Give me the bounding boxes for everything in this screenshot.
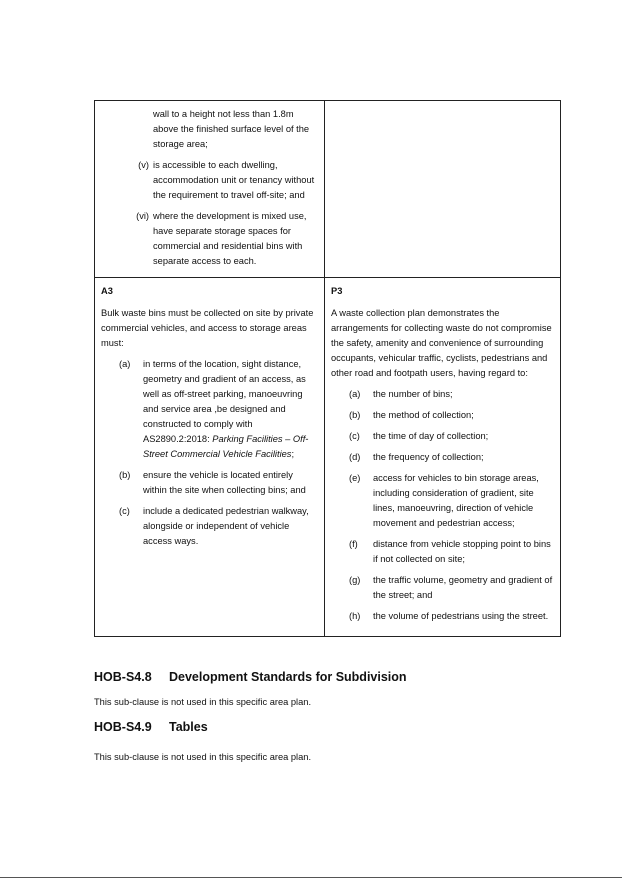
list-item [95,209,318,269]
item-text: the number of bins; [373,389,453,399]
item-text: where the development is mixed use, have separate storage spaces for commercial and residential bins with separate access to each. [153,211,307,266]
section-heading [94,720,208,734]
section-note: This sub-clause is not used in this specific area plan. [94,752,312,762]
p3-list [331,387,554,624]
section-title: Development Standards for Subdivision [169,670,407,684]
item-number: (c) [349,431,360,441]
performance-criteria-cell [325,278,561,637]
p3-intro: A waste collection plan demonstrates the arrangements for collecting waste do not compromise the safety, amenity and convenience of surrounding occupants, vehicular traffic, cyclists, pedestrians and other road and footpath users, having regard to: [331,308,552,378]
item-text: ensure the vehicle is located entirely within the site when collecting bins; and [143,470,306,495]
item-text: access for vehicles to bin storage areas, including consideration of gradient, site lines, manoeuvring, direction of vehicle movement and pedestrian access; [373,473,539,528]
acceptable-solution-cell [95,278,325,637]
section-note: This sub-clause is not used in this specific area plan. [94,697,312,707]
section-title: Tables [169,720,208,734]
item-text: wall to a height not less than 1.8m above the finished surface level of the storage area; [153,109,310,149]
standards-table [94,100,561,637]
p3-heading: P3 [331,286,343,296]
list-item [331,537,554,567]
table-row [95,101,561,278]
item-text: the method of collection; [373,410,474,420]
a3-intro: Bulk waste bins must be collected on site by private commercial vehicles, and access to storage areas must: [101,308,314,348]
item-number: (c) [119,506,130,516]
list-item [331,573,554,603]
list-item [331,609,554,624]
list-item [95,107,318,152]
list-item [331,408,554,423]
item-text: the volume of pedestrians using the street. [373,611,549,621]
item-number: (a) [119,359,131,369]
continuation-cell [95,101,325,278]
item-number: (b) [119,470,131,480]
list-item [101,468,318,498]
list-item [101,357,318,462]
item-text: include a dedicated pedestrian walkway, alongside or independent of vehicle access ways. [143,506,309,546]
section-code: HOB-S4.9 [94,720,152,734]
item-number: (h) [349,611,361,621]
empty-cell [325,101,561,278]
item-number: (g) [349,575,361,585]
table-row [95,278,561,637]
section-heading [94,670,407,684]
a3-list [101,357,318,549]
list-item [331,387,554,402]
standard-title: Parking Facilities – Off-Street Commercial Vehicle Facilities [143,434,309,459]
item-number: (f) [349,539,358,549]
list-item [101,504,318,549]
item-text: in terms of the location, sight distance, geometry and gradient of an access, as well as off-street parking, manoeuvring and service area ,be designed and constructed to comply with AS2890.2:2018: Parking Facilities – Off-Street Commercial Vehicle Facilities; [143,359,309,459]
list-item [331,471,554,531]
item-text: is accessible to each dwelling, accommodation unit or tenancy without the requirement to travel off-site; and [153,160,315,200]
item-text: distance from vehicle stopping point to bins if not collected on site; [373,539,551,564]
item-number: (a) [349,389,361,399]
item-number: (d) [349,452,361,462]
section-code: HOB-S4.8 [94,670,152,684]
page-bottom-divider [0,877,622,878]
a3-heading: A3 [101,286,113,296]
continuation-list [95,101,324,269]
item-number: (vi) [136,211,149,221]
item-number: (v) [138,160,149,170]
list-item [95,158,318,203]
item-number: (e) [349,473,361,483]
item-text: the frequency of collection; [373,452,484,462]
item-text: the time of day of collection; [373,431,489,441]
item-text: the traffic volume, geometry and gradient of the street; and [373,575,553,600]
list-item [331,429,554,444]
list-item [331,450,554,465]
item-number: (b) [349,410,361,420]
